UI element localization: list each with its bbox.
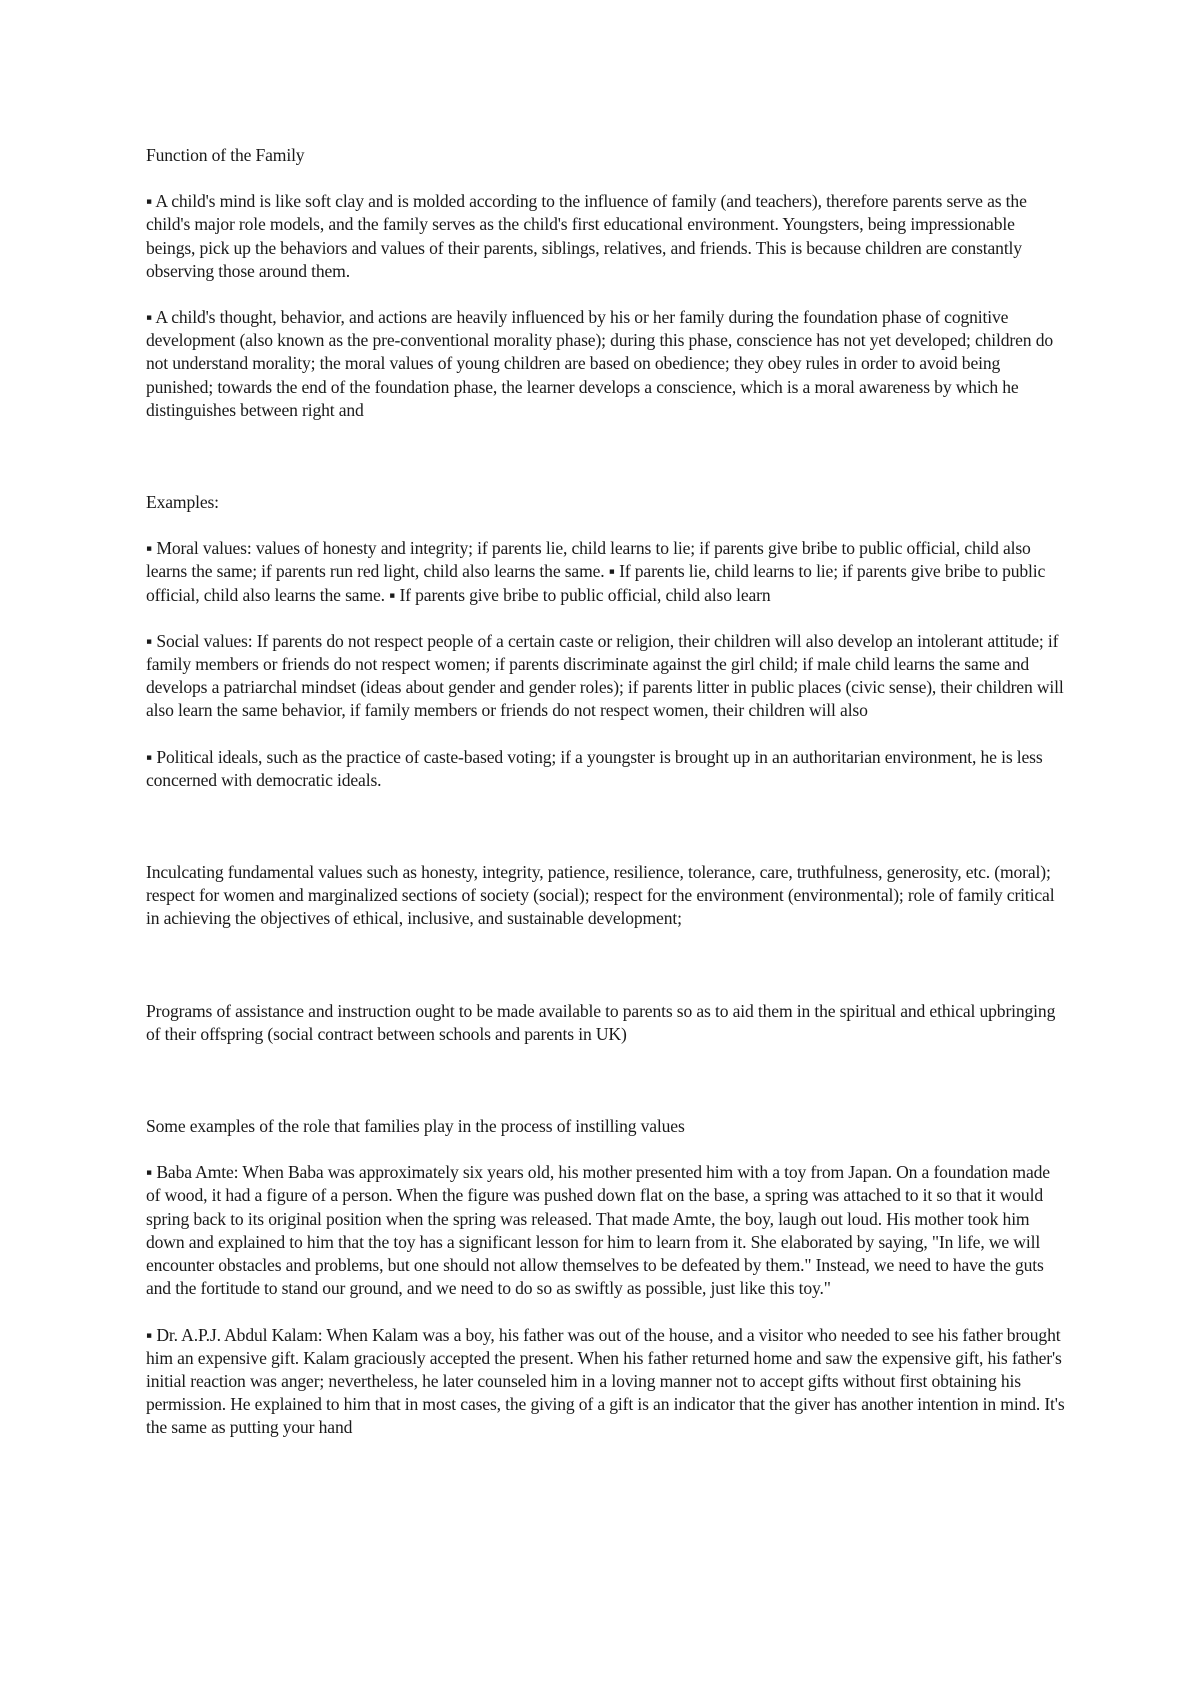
paragraph-abdul-kalam: ▪ Dr. A.P.J. Abdul Kalam: When Kalam was a boy, his father was out of the house, and a visitor who needed to see his father brought him an expensive gift. Kalam graciously accepted the present. When his father returned home and saw the expensive gift, his father's initial reaction was anger; nevertheless, he later counseled him in a loving manner not to accept gifts without first obtaining his permission. He explained to him that in most cases, the giving of a gift is an indicator that the giver has another intention in mind. It's the same as putting your hand [146,1324,1065,1438]
paragraph-inculcating-values: Inculcating fundamental values such as honesty, integrity, patience, resilience, tolerance, care, truthfulness, generosity, etc. (moral); respect for women and marginalized sections of society (social); respect for the environment (environmental); role of family critical in achieving the objectives of ethical, inclusive, and sustainable development; [146,862,1055,929]
examples-role-heading: Some examples of the role that families play in the process of instilling values [146,1116,685,1137]
document-body [146,144,1066,1440]
paragraph-foundation-phase: ▪ A child's thought, behavior, and actions are heavily influenced by his or her family during the foundation phase of cognitive development (also known as the pre-conventional morality phase); during this phase, conscience has not yet developed; children do not understand morality; the moral values of young children are based on obedience; they obey rules in order to avoid being punished; towards the end of the foundation phase, the learner develops a conscience, which is a moral awareness by which he distinguishes between right and [146,307,1053,420]
paragraph-baba-amte: ▪ Baba Amte: When Baba was approximately six years old, his mother presented him with a toy from Japan. On a foundation made of wood, it had a figure of a person. When the figure was pushed down flat on the base, a spring was attached to it so that it would spring back to its original position when the spring was released. That made Amte, the boy, laugh out loud. His mother took him down and explained to him that the toy has a significant lesson for him to learn from it. She elaborated by saying, "In life, we will encounter obstacles and problems, but one should not allow themselves to be defeated by them." Instead, we need to have the guts and the fortitude to stand our ground, and we need to do so as swiftly as possible, just like this toy." [146,1162,1050,1299]
examples-heading: Examples: [146,492,219,513]
paragraph-moral-values: ▪ Moral values: values of honesty and integrity; if parents lie, child learns to lie; if parents give bribe to public official, child also learns the same; if parents run red light, child also learns the same. ▪ If parents lie, child learns to lie; if parents give bribe to public official, child also learns the same. ▪ If parents give bribe to public official, child also learn [146,538,1046,605]
document-title: Function of the Family [146,145,305,165]
paragraph-social-values: ▪ Social values: If parents do not respect people of a certain caste or religion, their children will also develop an intolerant attitude; if family members or friends do not respect women; if parents discriminate against the girl child; if male child learns the same and develops a patriarchal mindset (ideas about gender and gender roles); if parents litter in public places (civic sense), their children will also learn the same behavior, if family members or friends do not respect women, their children will also [146,630,1064,721]
paragraph-child-mind: ▪ A child's mind is like soft clay and is molded according to the influence of family (and teachers), therefore parents serve as the child's major role models, and the family serves as the child's first educational environment. Youngsters, being impressionable beings, pick up the behaviors and values of their parents, siblings, relatives, and friends. This is because children are constantly observing those around them. [146,191,1027,281]
paragraph-parent-programs: Programs of assistance and instruction ought to be made available to parents so as to aid them in the spiritual and ethical upbringing of their offspring (social contract between schools and parents in UK) [146,1000,1056,1044]
paragraph-political-ideals: ▪ Political ideals, such as the practice of caste-based voting; if a youngster is brought up in an authoritarian environment, he is less concerned with democratic ideals. [146,746,1043,790]
